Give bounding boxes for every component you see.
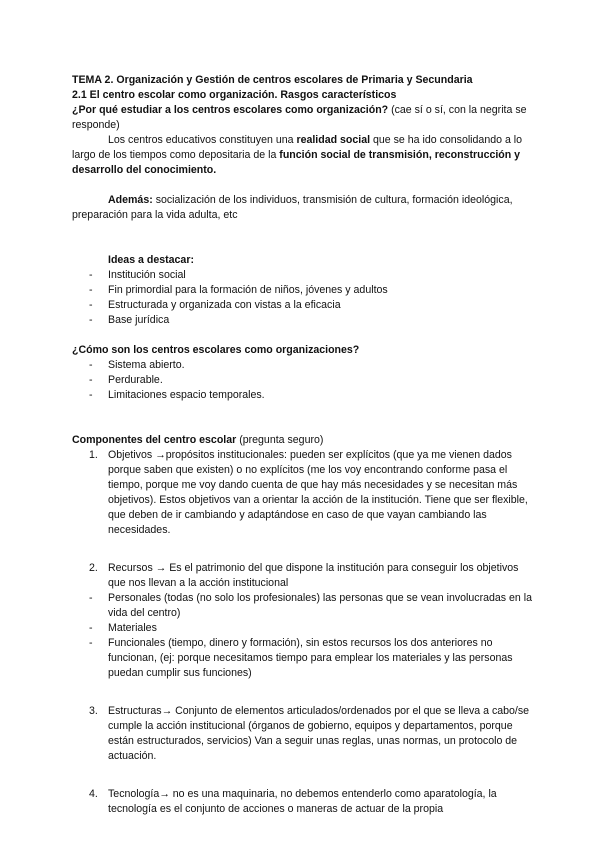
list-item: - Institución social bbox=[72, 268, 532, 283]
list-item: - Fin primordial para la formación de niños, jóvenes y adultos bbox=[72, 283, 532, 298]
list-item: - Materiales bbox=[72, 621, 532, 636]
list-item: - Base jurídica bbox=[72, 313, 532, 328]
paragraph-ademas: Además: socialización de los individuos, transmisión de cultura, formación ideológica, preparación para la vida adulta, etc bbox=[72, 194, 513, 221]
ideas-list bbox=[72, 268, 532, 328]
list-item: - Sistema abierto. bbox=[72, 358, 532, 373]
components-heading: Componentes del centro escolar (pregunta seguro) bbox=[72, 434, 324, 446]
question-how-are: ¿Cómo son los centros escolares como organizaciones? bbox=[72, 344, 360, 356]
list-item: - Perdurable. bbox=[72, 373, 532, 388]
component-tecnologia: 4. Tecnología→ no es una maquinaria, no debemos entenderlo como aparatología, la tecnología es el conjunto de acciones o maneras de actuar de la propia bbox=[89, 788, 497, 815]
recursos-sublist bbox=[72, 591, 532, 681]
question-note: (cae sí o sí, con la negrita se responde) bbox=[72, 104, 527, 131]
section-subtitle: 2.1 El centro escolar como organización. Rasgos característicos bbox=[72, 89, 397, 101]
document-title: TEMA 2. Organización y Gestión de centros escolares de Primaria y Secundaria bbox=[72, 74, 473, 86]
component-recursos: 2. Recursos → Es el patrimonio del que dispone la institución para conseguir los objetivos que nos llevan a la acción institucional bbox=[89, 562, 519, 589]
document-content bbox=[72, 73, 532, 817]
organization-traits-list bbox=[72, 358, 532, 403]
question-why-study: ¿Por qué estudiar a los centros escolares como organización? (cae sí o sí, con la negrita se responde) bbox=[72, 104, 527, 131]
list-item: - Funcionales (tiempo, dinero y formación), sin estos recursos los dos anteriores no funcionan, (ej: porque necesitamos tiempo para emplear los materiales y las personas puedan cumplir sus funciones) bbox=[72, 636, 532, 681]
paragraph-realidad-social: Los centros educativos constituyen una realidad social que se ha ido consolidando a lo largo de los tiempos como depositaria de la función social de transmisión, reconstrucción y desarrollo del conocimiento. bbox=[72, 134, 523, 176]
list-item: - Personales (todas (no solo los profesionales) las personas que se vean involucradas en la vida del centro) bbox=[72, 591, 532, 621]
component-objetivos: 1. Objetivos →propósitos institucionales: pueden ser explícitos (que ya me vienen dados porque saben que existen) o no explícitos (me los voy encontrando conforme pasa el tiempo, porque me voy dando cuenta de que hay más necesidades y se necesitan más objetivos). Estos objetivos van a orientar la acción de la institución. Tiene que ser flexible, que deben de ir cambiando y adaptándose en caso de que vayan cambiando las necesidades. bbox=[89, 449, 528, 536]
list-item: - Estructurada y organizada con vistas a la eficacia bbox=[72, 298, 532, 313]
component-estructuras: 3. Estructuras→ Conjunto de elementos articulados/ordenados por el que se lleva a cabo/se cumple la acción institucional (órganos de gobierno, equipos y departamentos, porque están estructurados, servicios) Van a seguir unas reglas, unas normas, un protocolo de actuación. bbox=[89, 705, 530, 762]
list-item: - Limitaciones espacio temporales. bbox=[72, 388, 532, 403]
ideas-heading: Ideas a destacar: bbox=[108, 254, 194, 266]
